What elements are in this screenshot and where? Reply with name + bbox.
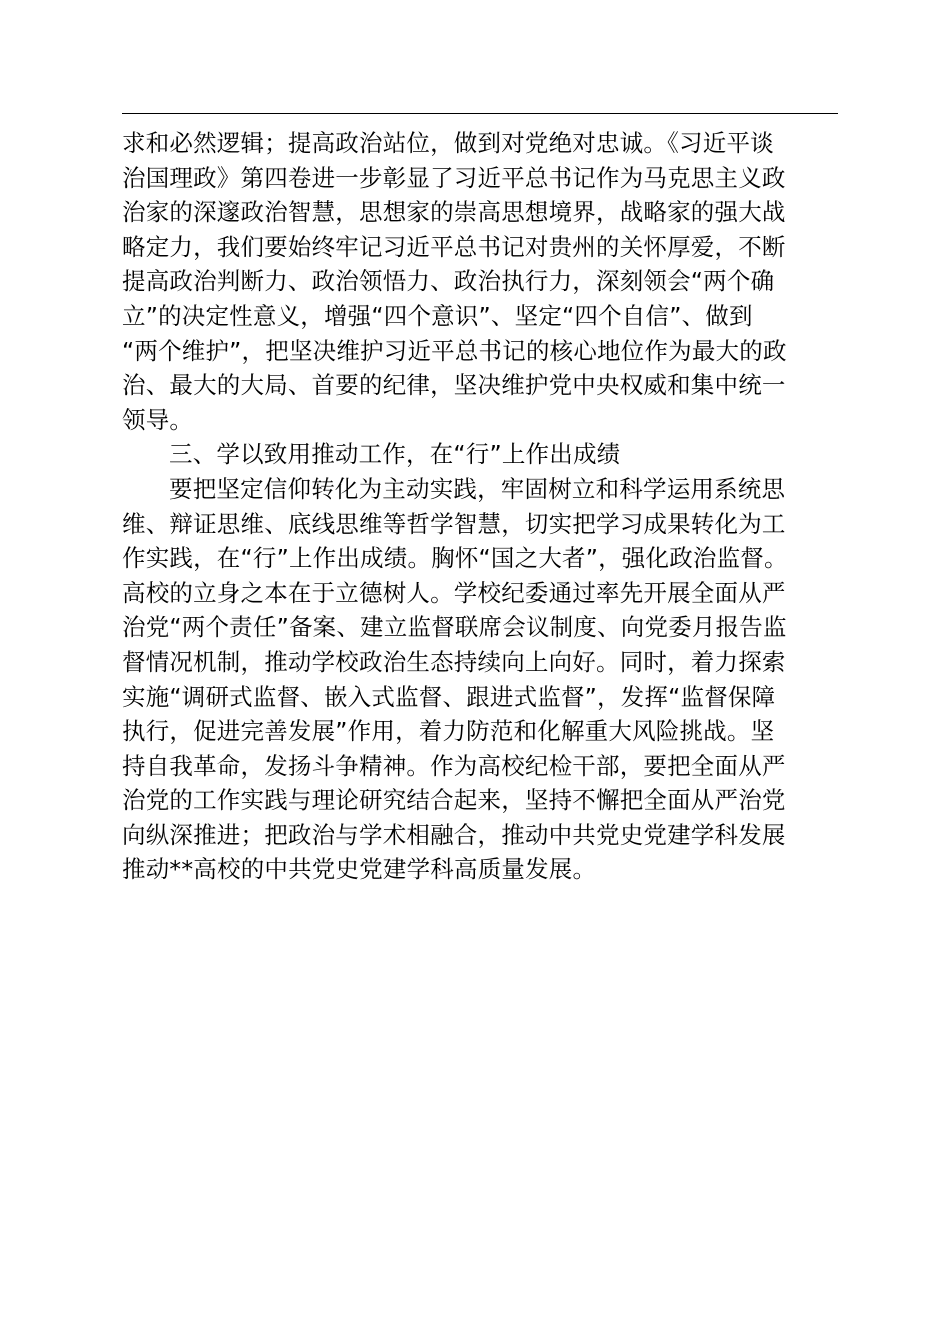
paragraph-first-line: 要把坚定信仰转化为主动实践，牢固树立和科学运用系统思 bbox=[169, 474, 786, 503]
text-line: 维、辩证思维、底线思维等哲学智慧，切实把学习成果转化为工 bbox=[122, 509, 786, 538]
text-line: 高校的立身之本在于立德树人。学校纪委通过率先开展全面从严 bbox=[122, 578, 786, 607]
section-heading: 三、学以致用推动工作，在“行”上作出成绩 bbox=[169, 440, 621, 469]
text-line: 实施“调研式监督、嵌入式监督、跟进式监督”，发挥“监督保障 bbox=[122, 682, 776, 711]
text-line: 立”的决定性意义，增强“四个意识”、坚定“四个自信”、做到 bbox=[122, 301, 753, 330]
text-line: 治党“两个责任”备案、建立监督联席会议制度、向党委月报告监 bbox=[122, 613, 787, 642]
text-line: 作实践，在“行”上作出成绩。胸怀“国之大者”，强化政治监督。 bbox=[122, 544, 788, 573]
text-line: 略定力，我们要始终牢记习近平总书记对贵州的关怀厚爱，不断 bbox=[122, 232, 786, 261]
text-line: 推动**高校的中共党史党建学科高质量发展。 bbox=[122, 855, 597, 884]
text-line: “两个维护”，把坚决维护习近平总书记的核心地位作为最大的政 bbox=[122, 336, 787, 365]
text-line: 持自我革命，发扬斗争精神。作为高校纪检干部，要把全面从严 bbox=[122, 751, 786, 780]
text-line: 督情况机制，推动学校政治生态持续向上向好。同时，着力探索 bbox=[122, 647, 786, 676]
text-line: 治国理政》第四卷进一步彰显了习近平总书记作为马克思主义政 bbox=[122, 163, 786, 192]
document-body bbox=[122, 126, 882, 887]
header-rule bbox=[122, 113, 838, 114]
text-line: 向纵深推进；把政治与学术相融合，推动中共党史党建学科发展 bbox=[122, 820, 786, 849]
text-line: 提高政治判断力、政治领悟力、政治执行力，深刻领会“两个确 bbox=[122, 267, 775, 296]
text-line: 治党的工作实践与理论研究结合起来，坚持不懈把全面从严治党 bbox=[122, 786, 786, 815]
text-line: 治、最大的大局、首要的纪律，坚决维护党中央权威和集中统一 bbox=[122, 371, 786, 400]
text-line: 求和必然逻辑；提高政治站位，做到对党绝对忠诚。《习近平谈 bbox=[122, 129, 774, 157]
text-line: 治家的深邃政治智慧，思想家的崇高思想境界，战略家的强大战 bbox=[122, 198, 786, 227]
text-line: 领导。 bbox=[122, 405, 194, 434]
text-line: 执行，促进完善发展”作用，着力防范和化解重大风险挑战。坚 bbox=[122, 717, 775, 746]
